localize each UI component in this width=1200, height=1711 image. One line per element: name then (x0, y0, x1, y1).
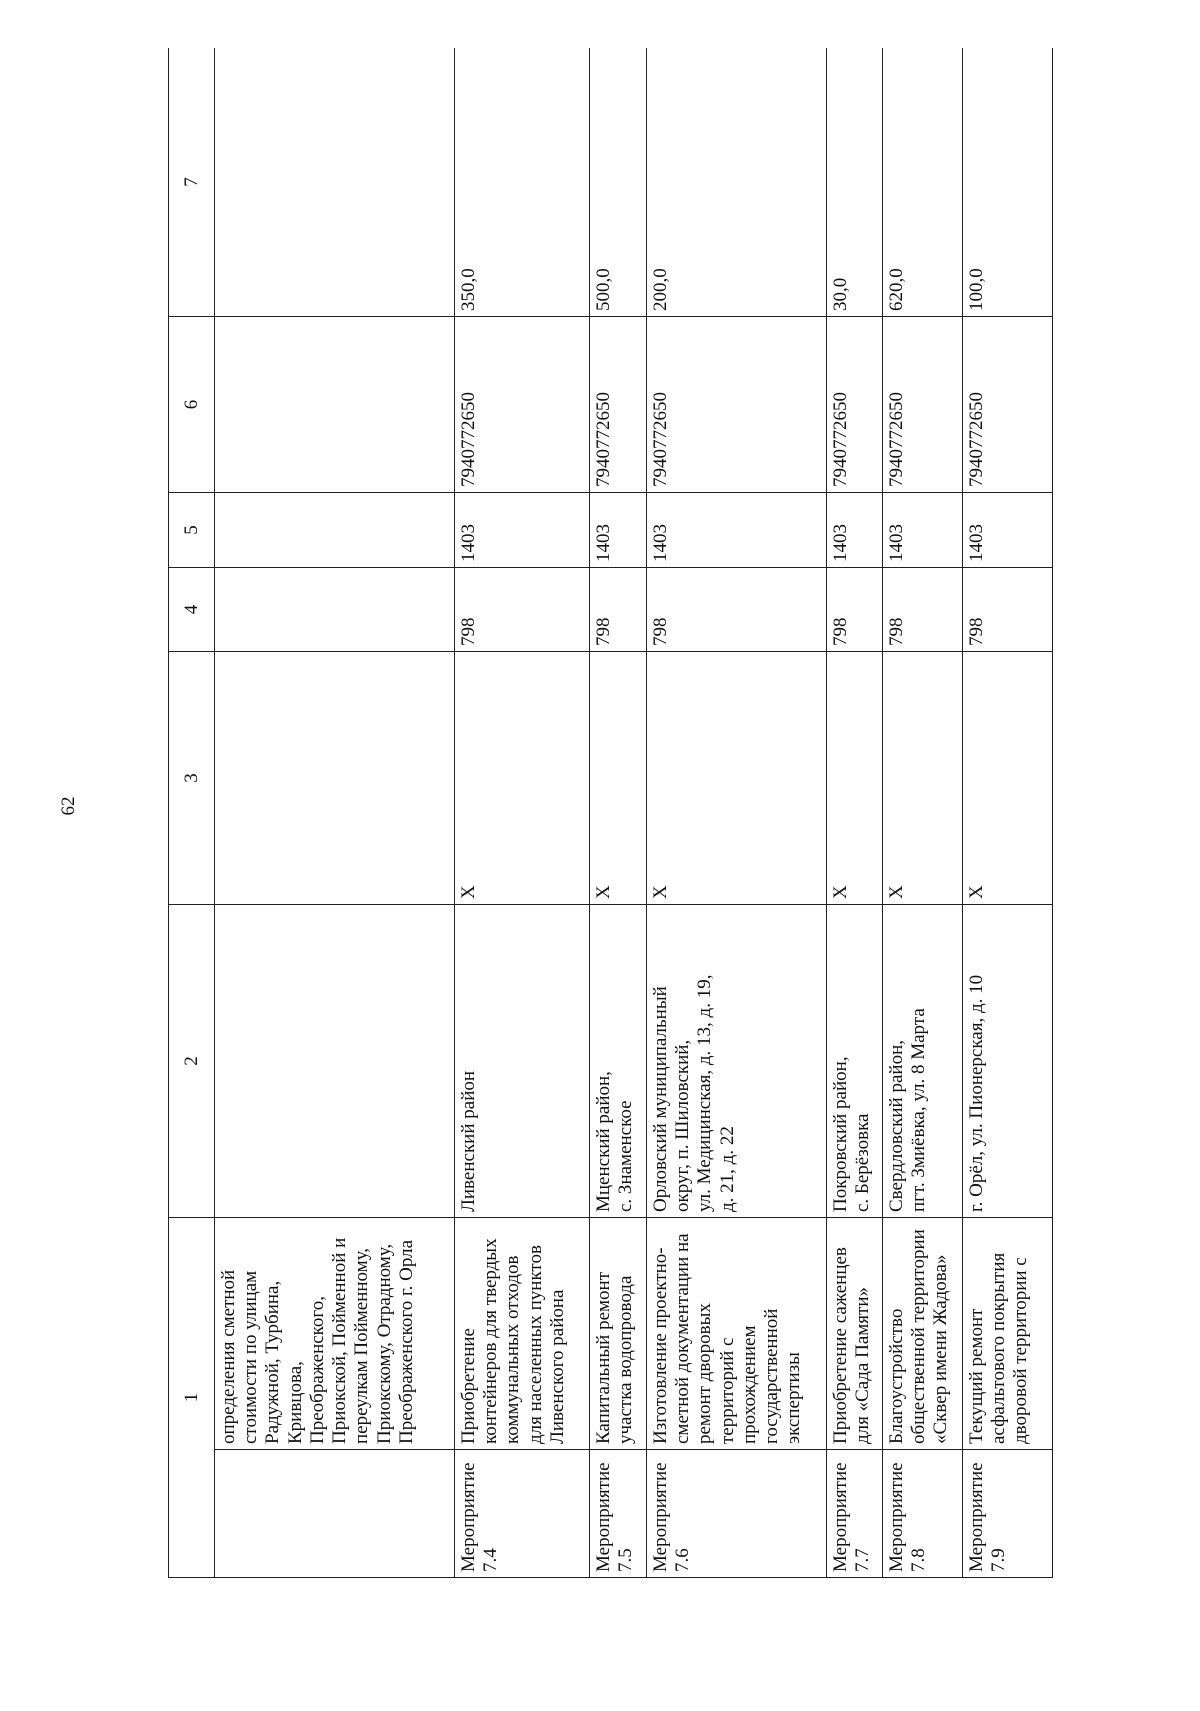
cell-col5 (215, 493, 455, 568)
cell-location: Ливенский район (455, 905, 590, 1218)
cell-name: Приобретение саженцев для «Сада Памяти» (827, 1218, 883, 1450)
rotated-table-sheet (168, 48, 1088, 1578)
cell-col3: X (590, 652, 647, 905)
cell-location: Орловский муниципальный округ, п. Шиловский, ул. Медицинская, д. 13, д. 19, д. 21, д. 22 (647, 905, 827, 1218)
cell-col4: 798 (455, 568, 590, 652)
cell-name: Приобретение контейнеров для твердых коммунальных отходов для населенных пунктов Ливенского района (455, 1218, 590, 1450)
cell-name: Изготовление проектно- сметной документации на ремонт дворовых территорий с прохождением государственной экспертизы (647, 1218, 827, 1450)
cell-col4: 798 (883, 568, 963, 652)
column-header-6: 6 (169, 317, 215, 493)
cell-col5: 1403 (590, 493, 647, 568)
cell-name: определения сметной стоимости по улицам Радужной, Турбина, Кривцова, Преображенского, Приокской, Пойменной и переулкам Пойменному, Приокскому, Отрадному, Преображенского г. Орла (215, 1218, 455, 1450)
cell-col3: X (455, 652, 590, 905)
cell-id: Мероприятие 7.9 (963, 1450, 1053, 1578)
cell-col3: X (827, 652, 883, 905)
cell-col3: X (647, 652, 827, 905)
budget-table (168, 48, 1053, 1578)
column-header-5: 5 (169, 493, 215, 568)
table-row (963, 48, 1053, 1578)
cell-location: г. Орёл, ул. Пионерская, д. 10 (963, 905, 1053, 1218)
cell-id: Мероприятие 7.5 (590, 1450, 647, 1578)
cell-name: Текущий ремонт асфальтового покрытия дворовой территории с (963, 1218, 1053, 1450)
cell-col6: 7940772650 (590, 317, 647, 493)
cell-name: Капитальный ремонт участка водопровода (590, 1218, 647, 1450)
cell-location (215, 905, 455, 1218)
cell-col6 (215, 317, 455, 493)
cell-col7: 350,0 (455, 48, 590, 317)
cell-location: Мценский район, с. Знаменское (590, 905, 647, 1218)
table-row (455, 48, 590, 1578)
cell-col3: X (883, 652, 963, 905)
cell-col7: 200,0 (647, 48, 827, 317)
cell-location: Покровский район, с. Берёзовка (827, 905, 883, 1218)
cell-col4: 798 (590, 568, 647, 652)
cell-col4: 798 (647, 568, 827, 652)
cell-id: Мероприятие 7.4 (455, 1450, 590, 1578)
column-header-1: 1 (169, 1218, 215, 1578)
cell-col7 (215, 48, 455, 317)
cell-col3: X (963, 652, 1053, 905)
table-row (883, 48, 963, 1578)
cell-col5: 1403 (963, 493, 1053, 568)
cell-col6: 7940772650 (647, 317, 827, 493)
cell-col5: 1403 (827, 493, 883, 568)
cell-id (215, 1450, 455, 1578)
cell-col4: 798 (827, 568, 883, 652)
cell-location: Свердловский район, пгт. Змиёвка, ул. 8 Марта (883, 905, 963, 1218)
cell-id: Мероприятие 7.8 (883, 1450, 963, 1578)
cell-col5: 1403 (647, 493, 827, 568)
cell-col4: 798 (963, 568, 1053, 652)
table-row-continuation (215, 48, 455, 1578)
cell-col6: 7940772650 (455, 317, 590, 493)
cell-col6: 7940772650 (963, 317, 1053, 493)
page-number: 62 (58, 796, 79, 816)
cell-id: Мероприятие 7.7 (827, 1450, 883, 1578)
cell-id: Мероприятие 7.6 (647, 1450, 827, 1578)
column-header-7: 7 (169, 48, 215, 317)
cell-col7: 30,0 (827, 48, 883, 317)
column-header-2: 2 (169, 905, 215, 1218)
cell-col7: 500,0 (590, 48, 647, 317)
column-header-3: 3 (169, 652, 215, 905)
table-row (827, 48, 883, 1578)
column-number-row (169, 48, 215, 1578)
table-row (647, 48, 827, 1578)
cell-col5: 1403 (883, 493, 963, 568)
cell-col6: 7940772650 (827, 317, 883, 493)
table-rotation-wrapper (168, 48, 1088, 1578)
column-header-4: 4 (169, 568, 215, 652)
cell-col3 (215, 652, 455, 905)
cell-col4 (215, 568, 455, 652)
cell-col6: 7940772650 (883, 317, 963, 493)
cell-col7: 620,0 (883, 48, 963, 317)
cell-col5: 1403 (455, 493, 590, 568)
cell-name: Благоустройство общественной территории «Сквер имени Жадова» (883, 1218, 963, 1450)
table-row (590, 48, 647, 1578)
cell-col7: 100,0 (963, 48, 1053, 317)
